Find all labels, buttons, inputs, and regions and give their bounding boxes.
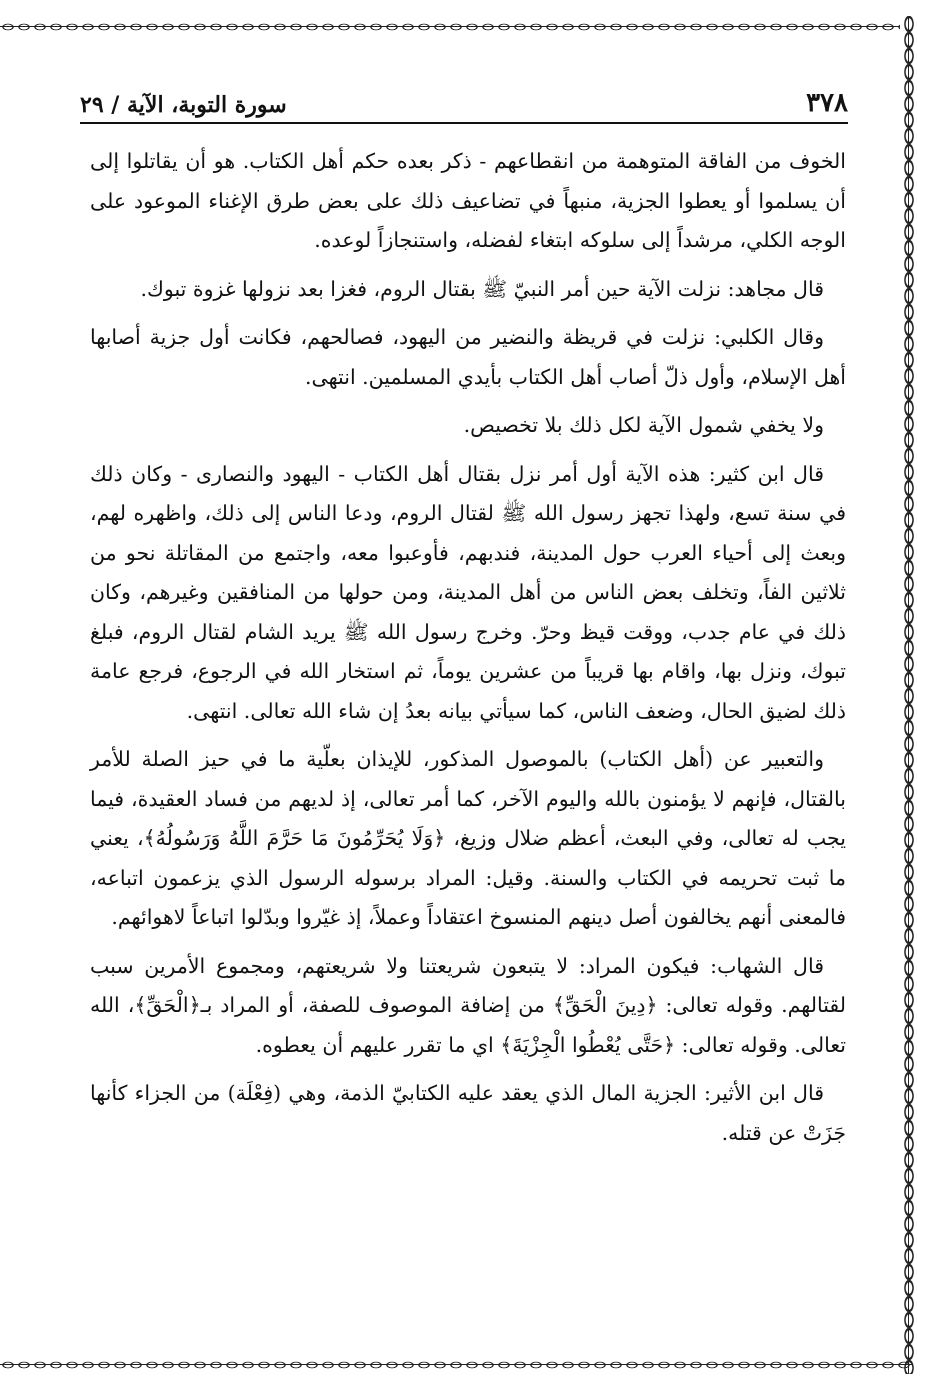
running-title: سورة التوبة، الآية / ٢٩	[80, 92, 287, 118]
paragraph-2: قال مجاهد: نزلت الآية حين أمر النبيّ ﷺ بقتال الروم، فغزا بعد نزولها غزوة تبوك.	[140, 276, 824, 301]
ornamental-border-top	[0, 16, 900, 38]
paragraph-5: قال ابن كثير: هذه الآية أول أمر نزل بقتال أهل الكتاب - اليهود والنصارى - وكان ذلك في سنة تسع، ولهذا تجهز رسول الله ﷺ لقتال الروم، ودعا الناس إلى ذلك، واظهره لهم، وبعث إلى أحياء العرب حول المدينة، فندبهم، فأوعبوا معه، واجتمع من المقاتلة نحو من ثلاثين الفاً، وتخلف بعض الناس من أهل المدينة، ومن حولها من المنافقين وغيرهم، وكان ذلك في عام جدب، ووقت قيظ وحرّ. وخرج رسول الله ﷺ يريد الشام لقتال الروم، فبلغ تبوك، ونزل بها، واقام بها قريباً من عشرين يوماً، ثم استخار الله في الرجوع، فرجع عامة ذلك لضيق الحال، وضعف الناس، كما سيأتي بيانه بعدُ إن شاء الله تعالى. انتهى.	[90, 461, 846, 723]
paragraph-1: الخوف من الفاقة المتوهمة من انقطاعهم - ذكر بعده حكم أهل الكتاب. هو أن يقاتلوا إلى أن يسلموا أو يعطوا الجزية، منبهاً في تضاعيف ذلك على بعض طرق الإغناء الموعود على الوجه الكلي، مرشداً إلى سلوكه ابتغاء لفضله، واستنجازاً لوعده.	[90, 149, 846, 252]
page-number: ٣٧٨	[806, 88, 848, 118]
paragraph-6: والتعبير عن (أهل الكتاب) بالموصول المذكور، للإيذان بعلّية ما في حيز الصلة للأمر بالقتال، فإنهم لا يؤمنون بالله واليوم الآخر، كما أمر تعالى، إذ لديهم من فساد العقيدة، فيما يجب له تعالى، وفي البعث، أعظم ضلال وزيغ، ﴿وَلَا يُحَرِّمُونَ مَا حَرَّمَ اللَّهُ وَرَسُولُهُ﴾، يعني ما ثبت تحريمه في الكتاب والسنة. وقيل: المراد برسوله الرسول الذي يزعمون اتباعه، فالمعنى أنهم يخالفون أصل دينهم المنسوخ اعتقاداً وعملاً، إذ غيّروا وبدّلوا اتباعاً لاهوائهم.	[90, 747, 846, 929]
ornamental-border-bottom	[0, 1354, 912, 1376]
paragraph-7: قال الشهاب: فيكون المراد: لا يتبعون شريعتنا ولا شريعتهم، ومجموع الأمرين سبب لقتالهم. وقوله تعالى: ﴿دِينَ الْحَقِّ﴾ من إضافة الموصوف للصفة، أو المراد بـ﴿الْحَقِّ﴾، الله تعالى. وقوله تعالى: ﴿حَتَّى يُعْطُوا الْجِزْيَةَ﴾ اي ما تقرر عليهم أن يعطوه.	[90, 953, 846, 1057]
paragraph-8: قال ابن الأثير: الجزية المال الذي يعقد عليه الكتابيّ الذمة، وهي (فِعْلَة) من الجزاء كأنها جَزَتْ عن قتله.	[90, 1081, 846, 1145]
page-header	[80, 80, 848, 124]
paragraph-3: وقال الكلبي: نزلت في قريظة والنضير من اليهود، فصالحهم، فكانت أول جزية أصابها أهل الإسلام، وأول ذلّ أصاب أهل الكتاب بأيدي المسلمين. انتهى.	[90, 325, 846, 389]
ornamental-border-right	[900, 16, 918, 1374]
page-body	[90, 142, 846, 1162]
paragraph-4: ولا يخفي شمول الآية لكل ذلك بلا تخصيص.	[463, 413, 824, 437]
